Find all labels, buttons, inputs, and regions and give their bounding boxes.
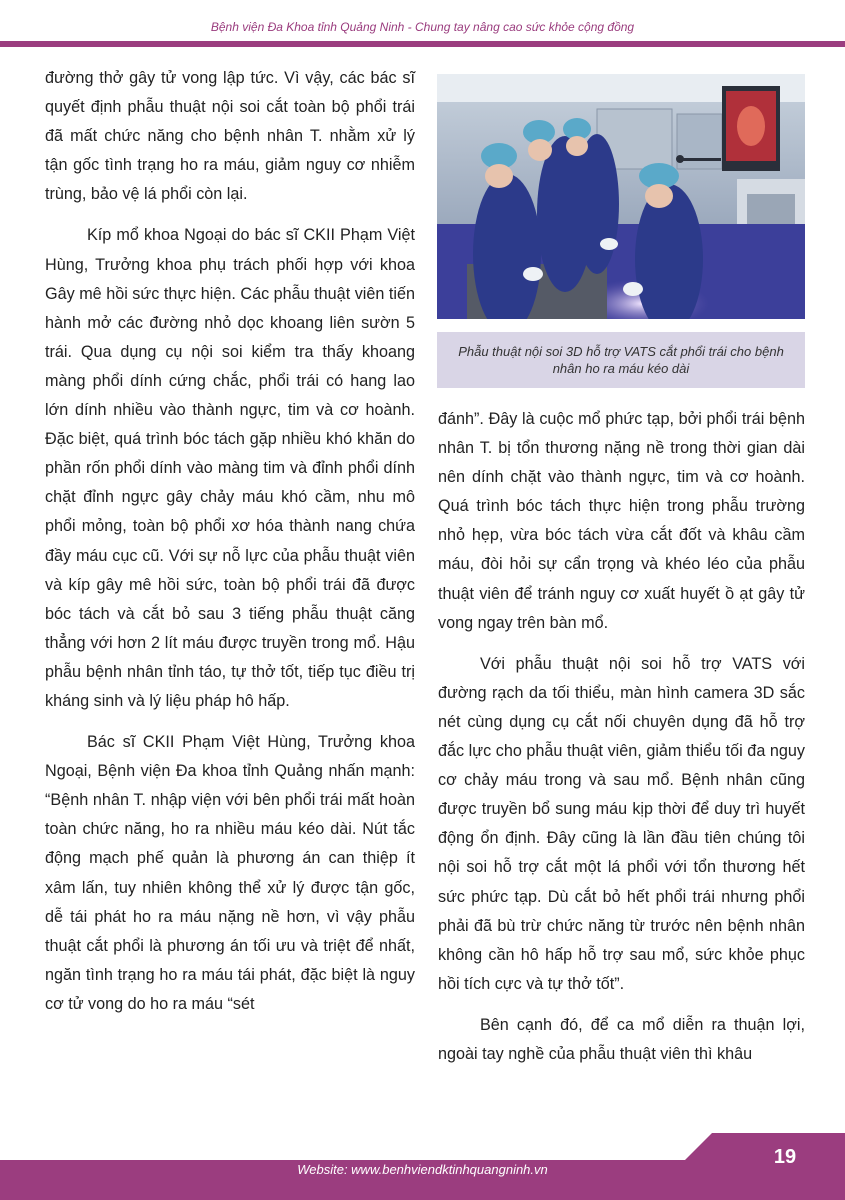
paragraph: Với phẫu thuật nội soi hỗ trợ VATS với đường rạch da tối thiểu, màn hình camera 3D sắc nét cùng dụng cụ cắt nối chuyên dụng đã hỗ trợ đắc lực cho phẫu thuật viên, giảm thiểu tối đa nguy cơ chảy máu trong và sau mổ. Bệnh nhân cũng được truyền bổ sung máu kịp thời để duy trì huyết động ổn định. Đây cũng là lần đầu tiên chúng tôi nội soi hỗ trợ cắt một lá phổi với tổn thương hết sức phức tạp. Dù cắt bỏ hết phổi trái nhưng phổi phải đã bù trừ chức năng từ trước nên bệnh nhân không cần hô hấp hỗ trợ sau mổ, sức khỏe phục hồi tích cực và tự thở tốt”. xyxy=(438,654,805,993)
surgery-photo-image xyxy=(437,74,805,319)
paragraph: Bên cạnh đó, để ca mổ diễn ra thuận lợi, ngoài tay nghề của phẫu thuật viên thì khâu xyxy=(438,1015,805,1063)
header-rule xyxy=(0,41,845,47)
paragraph: đường thở gây tử vong lập tức. Vì vậy, các bác sĩ quyết định phẫu thuật nội soi cắt toàn bộ phổi trái đã mất chức năng cho bệnh nhân T. nhằm xử lý tận gốc tình trạng ho ra máu, giảm nguy cơ nhiễm trùng, bảo vệ lá phổi còn lại. xyxy=(45,69,415,204)
paragraph: đánh”. Đây là cuộc mổ phức tạp, bởi phổi trái bệnh nhân T. bị tổn thương nặng nề trong thời gian dài nên dính chặt vào thành ngực, tim và cơ hoành. Quá trình bóc tách thực hiện trong phẫu trường nhỏ hẹp, vừa bóc tách vừa cắt đốt và khâu cầm máu, đòi hỏi sự cẩn trọng và khéo léo của phẫu thuật viên để tránh nguy cơ xuất huyết ồ ạt gây tử vong ngay trên bàn mổ. xyxy=(438,410,805,632)
page-number: 19 xyxy=(773,1146,797,1168)
left-column xyxy=(45,64,415,1031)
right-column xyxy=(438,405,805,1081)
paragraph: Kíp mổ khoa Ngoại do bác sĩ CKII Phạm Việt Hùng, Trưởng khoa phụ trách phối hợp với khoa Gây mê hồi sức thực hiện. Các phẫu thuật viên tiến hành mở các đường nhỏ dọc khoang liên sườn 5 trái. Qua dụng cụ nội soi kiểm tra thấy khoang màng phổi dính cứng chắc, phổi trái có hang lao lớn dính nhiều vào thành ngực, tim và cơ hoành. Đặc biệt, quá trình bóc tách gặp nhiều khó khăn do phần rốn phổi dính vào màng tim và đỉnh phổi dính chặt đỉnh ngực gây chảy máu khó cầm, nhu mô phổi mỏng, toàn bộ phổi xơ hóa thành nang chứa đầy máu cục cũ. Với sự nỗ lực của phẫu thuật viên và kíp gây mê hồi sức, toàn bộ phổi trái đã được bóc tách và cắt bỏ sau 3 tiếng phẫu thuật căng thẳng với hơn 2 lít máu được truyền trong mổ. Hậu phẫu bệnh nhân tỉnh táo, tự thở tốt, tiếp tục điều trị kháng sinh và lý liệu pháp hô hấp. xyxy=(45,226,415,710)
footer-website: Website: www.benhviendktinhquangninh.vn xyxy=(297,1162,548,1177)
surgery-photo xyxy=(437,74,805,319)
running-header: Bệnh viện Đa Khoa tỉnh Quảng Ninh - Chung tay nâng cao sức khỏe cộng đồng xyxy=(210,20,635,34)
figure-caption: Phẫu thuật nội soi 3D hỗ trợ VATS cắt phổi trái cho bệnh nhân ho ra máu kéo dài xyxy=(437,332,805,388)
paragraph: Bác sĩ CKII Phạm Việt Hùng, Trưởng khoa Ngoại, Bệnh viện Đa khoa tỉnh Quảng nhấn mạnh: “Bệnh nhân T. nhập viện với bên phổi trái mất hoàn toàn chức năng, ho ra nhiều máu kéo dài. Nút tắc động mạch phế quản là phương án can thiệp ít xâm lấn, tuy nhiên không thể xử lý được tận gốc, dễ tái phát ho ra máu nặng nề hơn, vì vậy phẫu thuật cắt phổi là phương án tối ưu và triệt để nhất, ngăn tình trạng ho ra máu tái phát, đặc biệt là nguy cơ tử vong do ho ra máu “sét xyxy=(45,733,415,1013)
